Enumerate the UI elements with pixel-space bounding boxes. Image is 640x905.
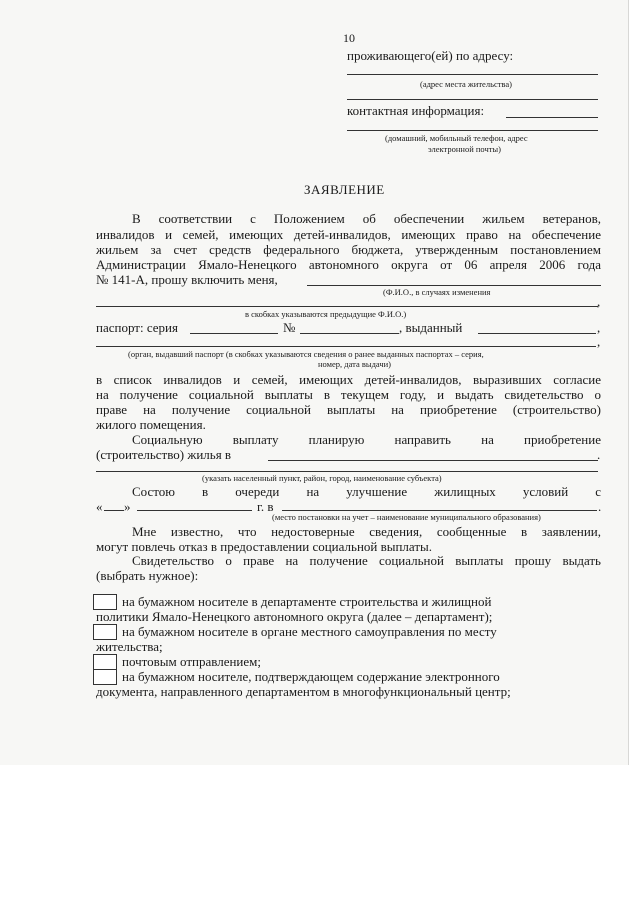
payment-place-line-2[interactable] (96, 471, 598, 472)
address-line[interactable] (347, 74, 598, 75)
passport-number-line[interactable] (300, 333, 399, 334)
queue-year: г. в (257, 499, 274, 514)
queue-quote-close: » (124, 499, 131, 514)
intro-line-5: № 141-А, прошу включить меня, (96, 272, 278, 287)
option-checkbox-mail[interactable] (93, 654, 117, 670)
passport-series-line[interactable] (190, 333, 278, 334)
list-line-4: жилого помещения. (96, 417, 206, 432)
passport-issuer-line[interactable] (96, 346, 596, 347)
passport-issued-label: , выданный (399, 320, 463, 335)
queue-period: . (598, 499, 602, 514)
fio-hint: (Ф.И.О., в случаях изменения (383, 287, 491, 297)
contact-line-2[interactable] (347, 130, 598, 131)
list-line-1: в список инвалидов и семей, имеющих детей-инвалидов, выразивших согласие (96, 372, 601, 387)
fio-line[interactable] (307, 285, 601, 286)
option-text: на бумажном носителе в департаменте строительства и жилищной (122, 594, 492, 609)
list-line-2: на получение социальной выплаты в текущем году, и выдать свидетельство о (96, 387, 601, 402)
fio-hint-2: в скобках указываются предыдущие Ф.И.О.) (245, 309, 407, 319)
queue-hint: (место постановки на учет – наименование муниципального образования) (272, 512, 541, 522)
fio-line-2[interactable] (96, 306, 598, 307)
passport-issued-line[interactable] (478, 333, 596, 334)
list-line-3: праве на получение социальной выплаты на приобретение (строительство) (96, 402, 601, 417)
contact-hint-1: (домашний, мобильный телефон, адрес (385, 133, 528, 143)
intro-line-2: инвалидов и семей, имеющих детей-инвалидов, имеющих право на обеспечение (96, 227, 601, 242)
option-checkbox-mfc[interactable] (93, 669, 117, 685)
passport-number-sign: № (283, 320, 296, 335)
passport-hint-1: (орган, выдавший паспорт (в скобках указываются сведения о ранее выданных паспортах – серия, (128, 349, 484, 359)
option-text: на бумажном носителе, подтверждающем содержание электронного (122, 669, 500, 684)
warning-line-1: Мне известно, что недостоверные сведения, сообщенные в заявлении, (132, 524, 601, 539)
passport-hint-2: номер, дата выдачи) (318, 359, 392, 369)
page-number: 10 (343, 31, 355, 45)
intro-line-4: Администрации Ямало-Ненецкого автономного округа от 06 апреля 2006 года (96, 257, 601, 272)
document-page: 10 проживающего(ей) по адресу: (адрес места жительства) контактная информация: (домашний, мобильный телефон, адрес электронной почты) ЗАЯВЛЕНИЕ В соответствии с Положением об обеспечении жильем ветеранов, инвалидов и семей, имеющих детей-инвалидов, имеющих право на обеспечение жильем за счет средств федерального бюджета, утвержденным постановлением Администрации Ямало-Ненецкого автономного округа от 06 апреля 2006 года № 141-А, прошу включить меня, (Ф.И.О., в случаях изменения , в скобках указываются предыдущие Ф.И.О.) паспорт: серия № , выданный , , (орган, выдавший паспорт (в скобках указываются сведения о ранее выданных паспортах – серия, номер, дата выдачи) в список инвалидов и семей, имеющих детей-инвалидов, выразивших согласие на получение социальной выплаты в текущем году, и выдать свидетельство о праве на получение социальной выплаты на приобретение (строительство) жилого помещения. Социальную выплату планирую направить на приобретение (строительство) жилья в . (указать населенный пункт, район, город, наименование субъекта) Состою в очереди на улучшение жилищных условий с « » г. в . (место постановки на учет – наименование муниципального образования) Мне известно, что недостоверные сведения, сообщенные в заявлении, могут повлечь отказ в предоставлении социальной выплаты. Свидетельство о праве на получение социальной выплаты прошу выдать (выбрать нужное): на бумажном носителе в департаменте строительства и жилищной политики Ямало-Ненецкого автономного округа (далее – департамент); на бумажном носителе в органе местного самоуправления по месту жительства; почтовым отправлением; на бумажном носителе, подтверждающем содержание электронного документа, направленного департаментом в многофункциональный центр; (0, 0, 629, 765)
contact-hint-2: электронной почты) (428, 144, 501, 154)
option-text: политики Ямало-Ненецкого автономного округа (далее – департамент); (96, 609, 493, 624)
option-text: почтовым отправлением; (122, 654, 262, 669)
address-hint: (адрес места жительства) (420, 79, 512, 89)
contact-line[interactable] (506, 117, 598, 118)
queue-month-line[interactable] (137, 510, 252, 511)
queue-line-1: Состою в очереди на улучшение жилищных условий с (132, 484, 601, 499)
certificate-line-1: Свидетельство о праве на получение социальной выплаты прошу выдать (132, 553, 601, 568)
queue-quote-open: « (96, 499, 103, 514)
option-text: на бумажном носителе в органе местного самоуправления по месту (122, 624, 497, 639)
address-line-2[interactable] (347, 99, 598, 100)
intro-line-3: жильем за счет средств федерального бюджета, утвержденным постановлением (96, 242, 601, 257)
payment-line-2: (строительство) жилья в (96, 447, 232, 462)
address-label: проживающего(ей) по адресу: (347, 48, 514, 63)
intro-line-1: В соответствии с Положением об обеспечении жильем ветеранов, (132, 211, 601, 226)
passport-label: паспорт: серия (96, 320, 178, 335)
queue-place-line[interactable] (282, 510, 597, 511)
payment-hint: (указать населенный пункт, район, город, наименование субъекта) (202, 473, 442, 483)
warning-line-2: могут повлечь отказ в предоставлении социальной выплаты. (96, 539, 433, 554)
payment-line-1: Социальную выплату планирую направить на приобретение (132, 432, 601, 447)
payment-place-line[interactable] (268, 460, 598, 461)
option-text: жительства; (96, 639, 163, 654)
contact-label: контактная информация: (347, 103, 485, 118)
queue-day-line[interactable] (104, 510, 124, 511)
option-text: документа, направленного департаментом в многофункциональный центр; (96, 684, 511, 699)
option-checkbox-department[interactable] (93, 594, 117, 610)
certificate-line-2: (выбрать нужное): (96, 568, 199, 583)
option-checkbox-local-government[interactable] (93, 624, 117, 640)
document-title: ЗАЯВЛЕНИЕ (304, 182, 385, 197)
